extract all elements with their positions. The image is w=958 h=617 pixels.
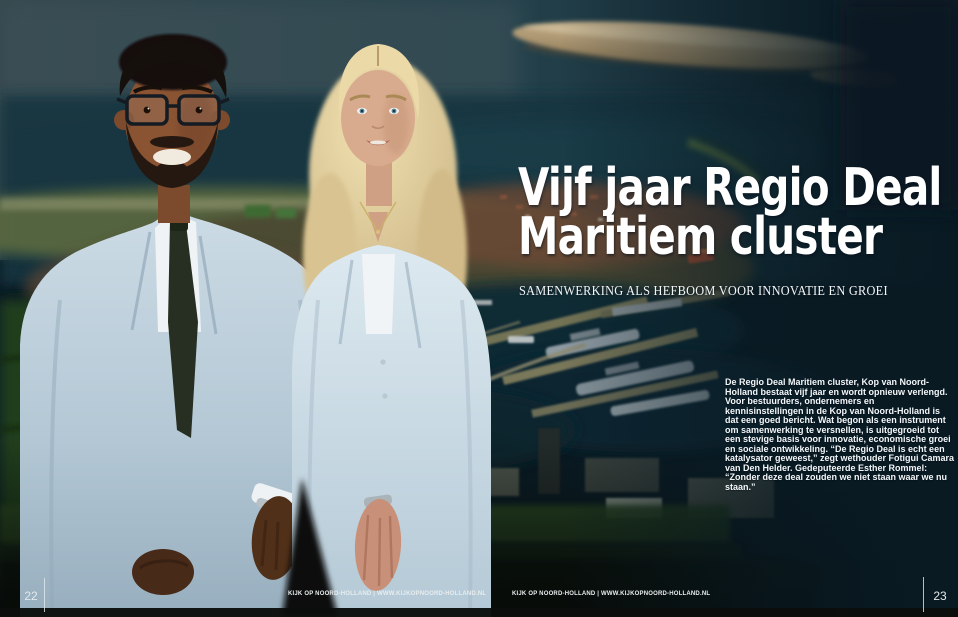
man-smile xyxy=(153,149,191,165)
title-line-1: Vijf jaar Regio Deal xyxy=(518,158,942,218)
man-neck xyxy=(158,185,190,223)
title-line-2: Maritiem cluster xyxy=(518,207,883,267)
article-title xyxy=(518,158,942,267)
page-number-rule-left xyxy=(44,578,45,612)
footer-left-page: KIJK OP NOORD-HOLLAND | WWW.KIJKOPNOORD-HOLLAND.NL xyxy=(288,591,487,597)
article-body: De Regio Deal Maritiem cluster, Kop van Noord-Holland bestaat vijf jaar en wordt opnieuw verlengd. Voor bestuurders, ondernemers en kennisinstellingen in de Kop van Noord-Holland is dat een goed bericht. Wat begon als een instrument om samenwerking te versnellen, is uitgegroeid tot een stevige basis voor innovatie, economische groei en sociale ontwikkeling. “De Regio Deal is echt een katalysator geweest,” zegt wethouder Fotigui Camara van Den Helder. Gedeputeerde Esther Rommel: “Zonder deze deal zouden we niet staan waar we nu staan.” xyxy=(725,377,955,492)
man-fist xyxy=(132,549,194,595)
page-number-left: 22 xyxy=(24,589,38,603)
woman-inner-top xyxy=(362,254,395,334)
page-number-rule-right xyxy=(923,577,924,612)
woman-neck xyxy=(366,162,392,206)
footer-right-page: KIJK OP NOORD-HOLLAND | WWW.KIJKOPNOORD-HOLLAND.NL xyxy=(512,591,711,597)
page-number-right: 23 xyxy=(933,589,947,603)
bottom-edge-strip xyxy=(0,608,958,617)
article-subtitle: SAMENWERKING ALS HEFBOOM VOOR INNOVATIE EN GROEI xyxy=(519,284,888,299)
